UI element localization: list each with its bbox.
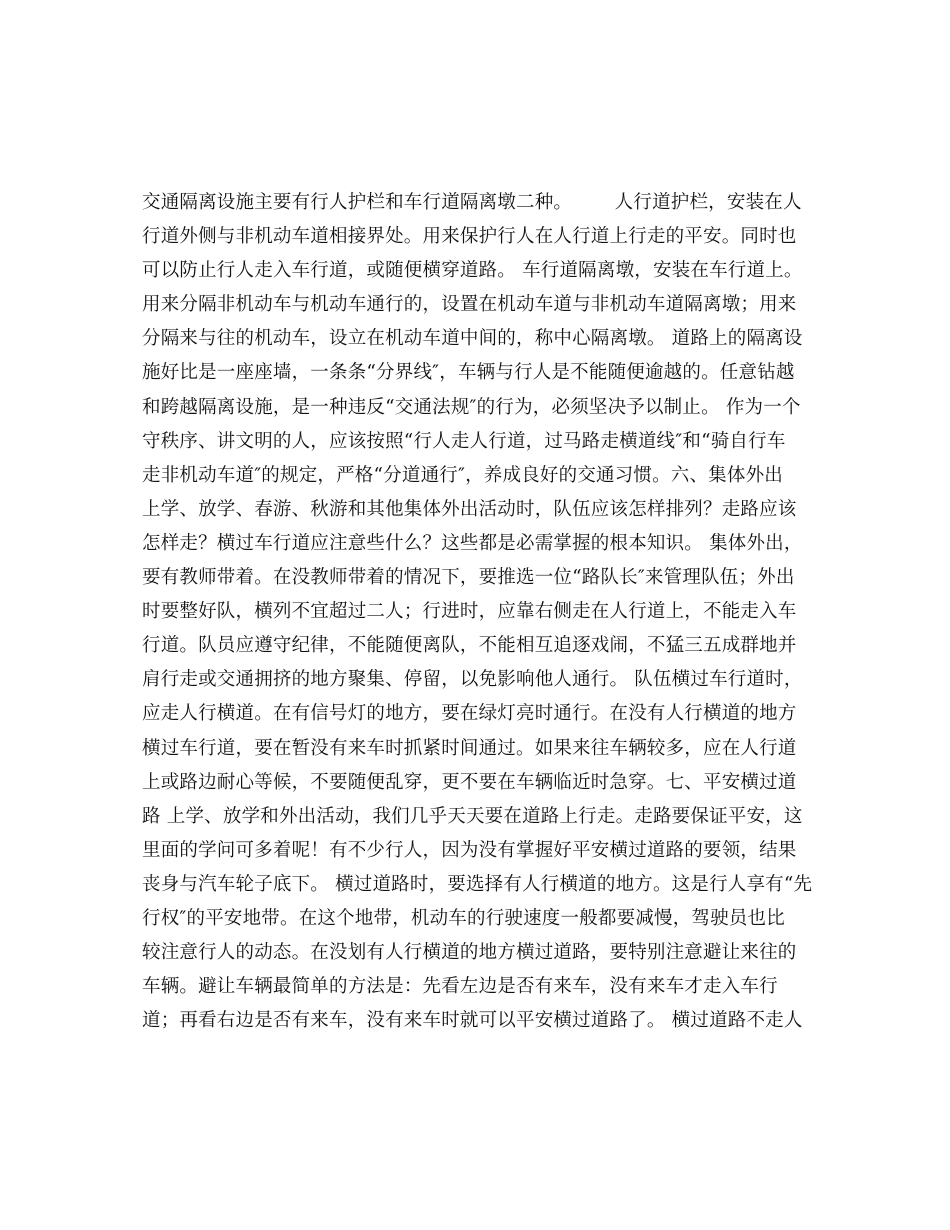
text-line: 行道。队员应遵守纪律，不能随便离队，不能相互追逐戏闹，不猛三五成群地并 [142,635,797,657]
text-line: 车辆。避让车辆最简单的方法是：先看左边是否有来车，没有来车才走入车行 [142,976,778,998]
text-line: 横过车行道，要在暂没有来车时抓紧时间通过。如果来往车辆较多，应在人行道 [142,737,797,759]
text-line: 时要整好队，横列不宜超过二人；行进时，应靠右侧走在人行道上，不能走入车 [142,601,797,623]
text-line: 应走人行横道。在有信号灯的地方，要在绿灯亮时通行。在没有人行横道的地方 [142,703,797,725]
text-line: 交通隔离设施主要有行人护栏和车行道隔离墩二种。 人行道护栏，安装在人 [142,192,802,213]
text-line: 走非机动车道″的规定，严格“分道通行″，养成良好的交通习惯。六、集体外出 [142,464,783,486]
text-line: 守秩序、讲文明的人，应该按照“行人走人行道，过马路走横道线″和“骑自行车 [142,430,786,452]
text-line: 用来分隔非机动车与机动车通行的，设置在机动车道与非机动车道隔离墩；用来 [142,294,797,316]
text-line: 肩行走或交通拥挤的地方聚集、停留，以免影响他人通行。 队伍横过车行道时， [142,669,803,691]
text-line: 道；再看右边是否有来车，没有来车时就可以平安横过道路了。 横过道路不走人 [142,1010,803,1032]
text-line: 要有教师带着。在没教师带着的情况下，要推选一位“路队长″来管理队伍；外出 [142,567,795,589]
text-line: 施好比是一座座墙，一条条“分界线″，车辆与行人是不能随便逾越的。任意钻越 [142,362,795,384]
text-line: 路 上学、放学和外出活动，我们几乎天天要在道路上行走。走路要保证平安，这 [142,805,803,827]
text-line: 可以防止行人走入车行道，或随便横穿道路。 车行道隔离墩，安装在车行道上。 [142,260,803,282]
text-line: 较注意行人的动态。在没划有人行横道的地方横过道路，要特别注意避让来往的 [142,942,797,964]
text-line: 上或路边耐心等候，不要随便乱穿，更不要在车辆临近时急穿。七、平安横过道 [142,771,797,793]
text-line: 上学、放学、春游、秋游和其他集体外出活动时，队伍应该怎样排列？走路应该 [142,498,797,520]
text-line: 和跨越隔离设施，是一种违反“交通法规″的行为，必须坚决予以制止。 作为一个 [142,396,801,418]
text-line: 丧身与汽车轮子底下。 横过道路时，要选择有人行横道的地方。这是行人享有“先 [142,873,813,895]
text-line: 行道外侧与非机动车道相接界处。用来保护行人在人行道上行走的平安。同时也 [142,226,797,248]
text-line: 怎样走？横过车行道应注意些什么？这些都是必需掌握的根本知识。 集体外出， [142,532,803,554]
text-line: 里面的学问可多着呢！有不少行人，因为没有掌握好平安横过道路的要领，结果 [142,839,797,861]
text-line: 行权″的平安地带。在这个地带，机动车的行驶速度一般都要减慢，驾驶员也比 [142,907,785,929]
body-text [142,186,822,1038]
text-line: 分隔来与往的机动车，设立在机动车道中间的，称中心隔离墩。 道路上的隔离设 [142,328,803,350]
